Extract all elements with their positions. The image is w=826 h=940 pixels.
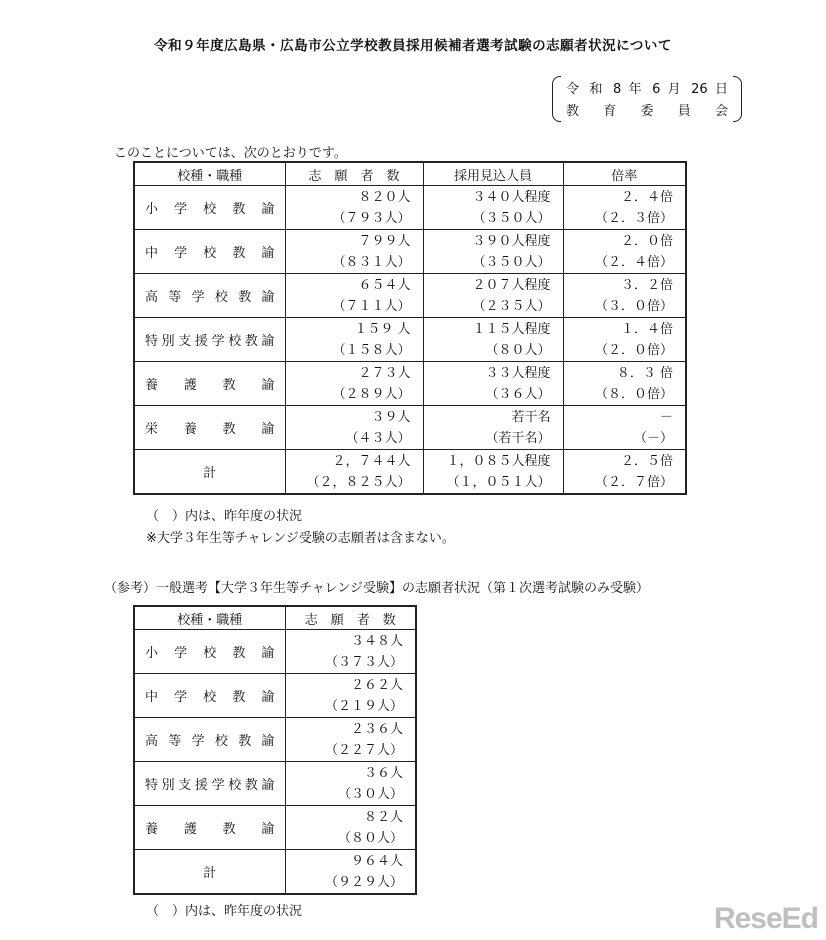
intro-text: このことについては、次のとおりです。 (114, 146, 347, 161)
school-type-name: 特別支援学校教諭 (134, 318, 285, 362)
applicants-cell (285, 718, 416, 762)
school-type-name: 計 (134, 850, 285, 895)
applicants-previous: （１５８人） (332, 342, 411, 358)
ratio-cell (563, 406, 686, 450)
applicants-previous: （２２７人） (324, 742, 403, 758)
hiring-current: 若干名 (511, 409, 551, 425)
school-type-name: 小学校教諭 (134, 186, 285, 230)
hiring-current: ３９０人程度 (472, 233, 551, 249)
applicants-cell (285, 850, 416, 895)
table-row (134, 630, 416, 674)
header-row (134, 162, 686, 186)
ratio-current: １．４倍 (620, 321, 673, 337)
ratio-current: ２．５倍 (620, 453, 673, 469)
applicants-previous: （７１１人） (332, 298, 411, 314)
applicants-previous: （２，８２５人） (306, 474, 411, 490)
applicants-current: ６５４人 (358, 277, 411, 293)
applicants-cell (285, 230, 423, 274)
hiring-current: ３４０人程度 (472, 189, 551, 205)
hiring-current: ３３人程度 (485, 365, 551, 381)
ratio-cell (563, 186, 686, 230)
applicants-table (133, 161, 687, 495)
applicants-cell (285, 362, 423, 406)
applicants-cell (285, 630, 416, 674)
column-header: 倍率 (563, 162, 686, 186)
applicants-cell (285, 450, 423, 495)
table-row (134, 674, 416, 718)
hiring-cell (423, 318, 563, 362)
column-header: 校種・職種 (134, 606, 285, 630)
ratio-current: ３．２倍 (620, 277, 673, 293)
document-title: 令和９年度広島県・広島市公立学校教員採用候補者選考試験の志願者状況について (154, 38, 672, 54)
ratio-current: ２．０倍 (620, 233, 673, 249)
ratio-previous: （２．０倍） (594, 342, 673, 358)
applicants-cell (285, 274, 423, 318)
applicants-current: ７９９人 (358, 233, 411, 249)
date-line: 令 和 8 年 6 月 26 日 (566, 82, 728, 97)
hiring-previous: （若干名） (485, 430, 551, 446)
table-row (134, 806, 416, 850)
hiring-cell (423, 186, 563, 230)
ratio-current: ８．３ 倍 (616, 365, 673, 381)
applicants-current: ８２０人 (358, 189, 411, 205)
table-row (134, 274, 686, 318)
column-header: 採用見込人員 (423, 162, 563, 186)
ratio-current: － (659, 409, 673, 425)
ratio-cell (563, 362, 686, 406)
applicants-previous: （２１９人） (324, 698, 403, 714)
ratio-previous: （２．４倍） (594, 254, 673, 270)
applicants-previous: （４３人） (345, 430, 411, 446)
ratio-cell (563, 230, 686, 274)
table-row (134, 362, 686, 406)
total-row (134, 450, 686, 495)
applicants-cell (285, 762, 416, 806)
applicants-current: ３９人 (371, 409, 411, 425)
ratio-previous: （３．０倍） (594, 298, 673, 314)
hiring-previous: （１，０５１人） (446, 474, 551, 490)
school-type-name: 小学校教諭 (134, 630, 285, 674)
table-row (134, 718, 416, 762)
applicants-current: ９６４人 (350, 853, 403, 869)
hiring-current: １１５人程度 (472, 321, 551, 337)
hiring-previous: （２３５人） (472, 298, 551, 314)
school-type-name: 栄養教諭 (134, 406, 285, 450)
table-row (134, 186, 686, 230)
school-type-name: 養護教諭 (134, 806, 285, 850)
hiring-previous: （３５０人） (472, 210, 551, 226)
total-row (134, 850, 416, 895)
issuer-line: 教 育 委 員 会 (566, 104, 728, 119)
school-type-name: 中学校教諭 (134, 674, 285, 718)
applicants-current: ２，７４４人 (332, 453, 411, 469)
school-type-name: 計 (134, 450, 285, 495)
hiring-cell (423, 450, 563, 495)
school-type-name: 養護教諭 (134, 362, 285, 406)
reference-heading: （参考）一般選考【大学３年生等チャレンジ受験】の志願者状況（第１次選考試験のみ受験） (104, 581, 649, 596)
applicants-previous: （３０人） (337, 786, 403, 802)
column-header: 校種・職種 (134, 162, 285, 186)
ratio-previous: （８．０倍） (594, 386, 673, 402)
left-bracket (552, 76, 561, 122)
ratio-previous: （－） (633, 430, 673, 446)
applicants-cell (285, 806, 416, 850)
applicants-current: ３６人 (363, 765, 403, 781)
applicants-cell (285, 406, 423, 450)
header-row (134, 606, 416, 630)
hiring-cell (423, 274, 563, 318)
hiring-previous: （３５０人） (472, 254, 551, 270)
hiring-cell (423, 230, 563, 274)
note-previous-year-2: （ ）内は、昨年度の状況 (146, 904, 303, 919)
school-type-name: 高等学校教諭 (134, 718, 285, 762)
ratio-cell (563, 318, 686, 362)
applicants-current: ３４８人 (350, 633, 403, 649)
applicants-current: ２７３人 (358, 365, 411, 381)
hiring-current: １，０８５人程度 (446, 453, 551, 469)
ratio-previous: （２．７倍） (594, 474, 673, 490)
applicants-current: ２３６人 (350, 721, 403, 737)
ratio-previous: （２．３倍） (594, 210, 673, 226)
applicants-current: １５９ 人 (354, 321, 411, 337)
table-row (134, 406, 686, 450)
note-exclusion: ※大学３年生等チャレンジ受験の志願者は含まない。 (146, 531, 455, 546)
applicants-current: ８２人 (363, 809, 403, 825)
school-type-name: 特別支援学校教諭 (134, 762, 285, 806)
column-header: 志 願 者 数 (285, 162, 423, 186)
ratio-cell (563, 274, 686, 318)
applicants-previous: （８０人） (337, 830, 403, 846)
applicants-previous: （８３１人） (332, 254, 411, 270)
applicants-previous: （９２９人） (324, 874, 403, 890)
date-issuer-box (552, 76, 742, 122)
column-header: 志 願 者 数 (285, 606, 416, 630)
school-type-name: 高等学校教諭 (134, 274, 285, 318)
hiring-cell (423, 362, 563, 406)
note-previous-year: （ ）内は、昨年度の状況 (146, 509, 303, 524)
challenge-applicants-table (133, 605, 417, 895)
applicants-cell (285, 318, 423, 362)
school-type-name: 中学校教諭 (134, 230, 285, 274)
hiring-previous: （３６人） (485, 386, 551, 402)
applicants-previous: （７９３人） (332, 210, 411, 226)
ratio-cell (563, 450, 686, 495)
table-row (134, 318, 686, 362)
hiring-cell (423, 406, 563, 450)
ratio-current: ２．４倍 (620, 189, 673, 205)
hiring-previous: （８０人） (485, 342, 551, 358)
applicants-cell (285, 674, 416, 718)
applicants-previous: （２８９人） (332, 386, 411, 402)
right-bracket (733, 76, 742, 122)
table-row (134, 230, 686, 274)
hiring-current: ２０７人程度 (472, 277, 551, 293)
applicants-cell (285, 186, 423, 230)
watermark-logo: ReseEd (713, 902, 818, 935)
applicants-previous: （３７３人） (324, 654, 403, 670)
table-row (134, 762, 416, 806)
applicants-current: ２６２人 (350, 677, 403, 693)
